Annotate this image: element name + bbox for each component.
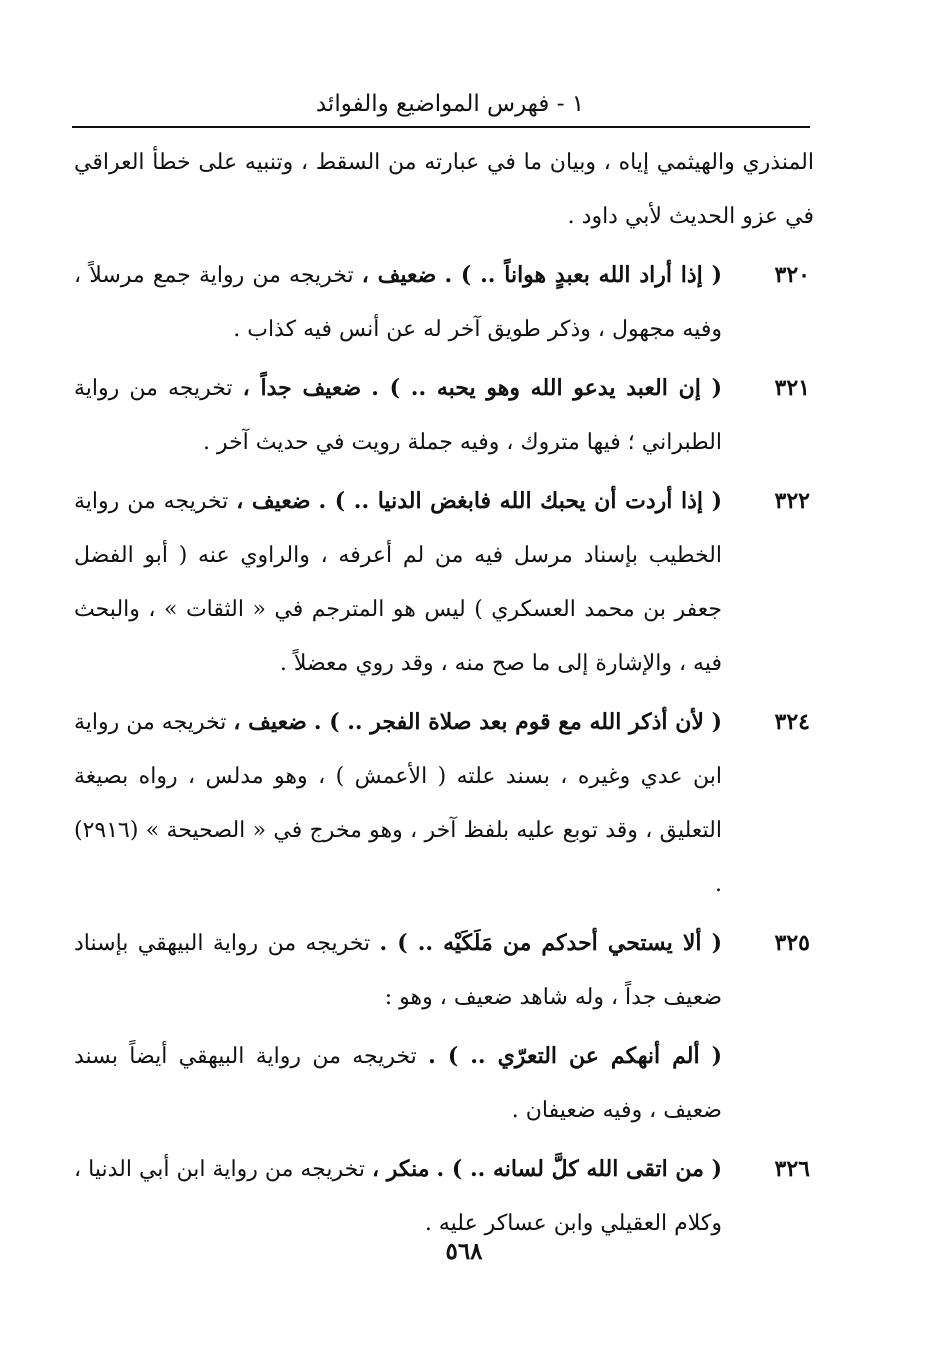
- hadith-text: ( لأن أذكر الله مع قوم بعد صلاة الفجر .. ) .: [313, 709, 722, 735]
- entry-commentary: تخريجه من رواية جمع مرسلاً ، وفيه مجهول ، وذكر طويق آخر له عن أنس فيه كذاب .: [74, 263, 722, 342]
- header-rule: [72, 126, 810, 128]
- entry-321: [74, 361, 814, 470]
- hadith-grade: منكر ،: [372, 1156, 430, 1182]
- hadith-text: ( إذا أردت أن يحبك الله فابغض الدنيا .. ) .: [318, 488, 722, 514]
- entry-number: ٣٢٠: [774, 262, 810, 288]
- entry-325: [74, 916, 814, 1025]
- entry-commentary: تخريجه من رواية البيهقي بإسناد ضعيف جداً ، وله شاهد ضعيف ، وهو :: [74, 931, 722, 1010]
- entry-number: ٣٢٢: [774, 488, 810, 514]
- hadith-text: ( إذا أراد الله بعبدٍ هواناً .. ) .: [444, 262, 722, 288]
- running-header: ١ - فهرس المواضيع والفوائد: [315, 91, 585, 117]
- entry-commentary: تخريجه من رواية ابن أبي الدنيا ، وكلام العقيلي وابن عساكر عليه .: [74, 1157, 722, 1236]
- hadith-grade: ضعيف جداً ،: [242, 375, 362, 401]
- entry-commentary: تخريجه من رواية البيهقي أيضاً بسند ضعيف ، وفيه ضعيفان .: [74, 1044, 722, 1123]
- entry-text: [74, 1142, 722, 1251]
- entry-number: ٣٢٤: [774, 709, 810, 735]
- entry-text: [74, 474, 722, 691]
- entry-text: [74, 916, 722, 1025]
- entry-324: [74, 695, 814, 912]
- entry-number: ٣٢٦: [774, 1156, 810, 1182]
- intro-paragraph: المنذري والهيثمي إياه ، وبيان ما في عبارته من السقط ، وتنبيه على خطأ العراقي في عزو الحديث لأبي داود .: [74, 150, 814, 229]
- entry-number: ٣٢١: [774, 375, 810, 401]
- entry-text: [74, 248, 722, 357]
- hadith-grade: ضعيف ،: [233, 709, 307, 735]
- entry-325-witness: [74, 1029, 722, 1138]
- page-content: [74, 136, 814, 1251]
- entry-322: [74, 474, 814, 691]
- entry-commentary: تخريجه من رواية الطبراني ؛ فيها متروك ، وفيه جملة رويت في حديث آخر .: [74, 376, 722, 455]
- hadith-text: ( ألم أنهكم عن التعرّي .. ) .: [428, 1043, 722, 1069]
- entry-commentary: تخريجه من رواية الخطيب بإسناد مرسل فيه من لم أعرفه ، والراوي عنه ( أبو الفضل جعفر بن محمد العسكري ) ليس هو المترجم في « الثقات » ، والبحث فيه ، والإشارة إلى ما صح منه ، وقد روي معضلاً .: [74, 489, 722, 676]
- entry-number: ٣٢٥: [774, 930, 810, 956]
- entry-commentary: تخريجه من رواية ابن عدي وغيره ، بسند علته ( الأعمش ) ، وهو مدلس ، رواه بصيغة التعليق ، وقد توبع عليه بلفظ آخر ، وهو مخرج في « الصحيحة » (٢٩١٦) .: [74, 710, 722, 897]
- hadith-grade: ضعيف ،: [361, 262, 437, 288]
- entry-326: [74, 1142, 814, 1251]
- hadith-text: ( ألا يستحي أحدكم من مَلَكَيْه .. ) .: [379, 930, 722, 956]
- hadith-text: ( من اتقى الله كلَّ لسانه .. ) .: [436, 1156, 723, 1182]
- entry-text: [74, 361, 722, 470]
- hadith-text: ( إن العبد يدعو الله وهو يحبه .. ) .: [371, 375, 722, 401]
- page-number: ٥٦٨: [445, 1238, 483, 1265]
- entry-text: [74, 695, 722, 912]
- hadith-grade: ضعيف ،: [236, 488, 311, 514]
- entry-320: [74, 248, 814, 357]
